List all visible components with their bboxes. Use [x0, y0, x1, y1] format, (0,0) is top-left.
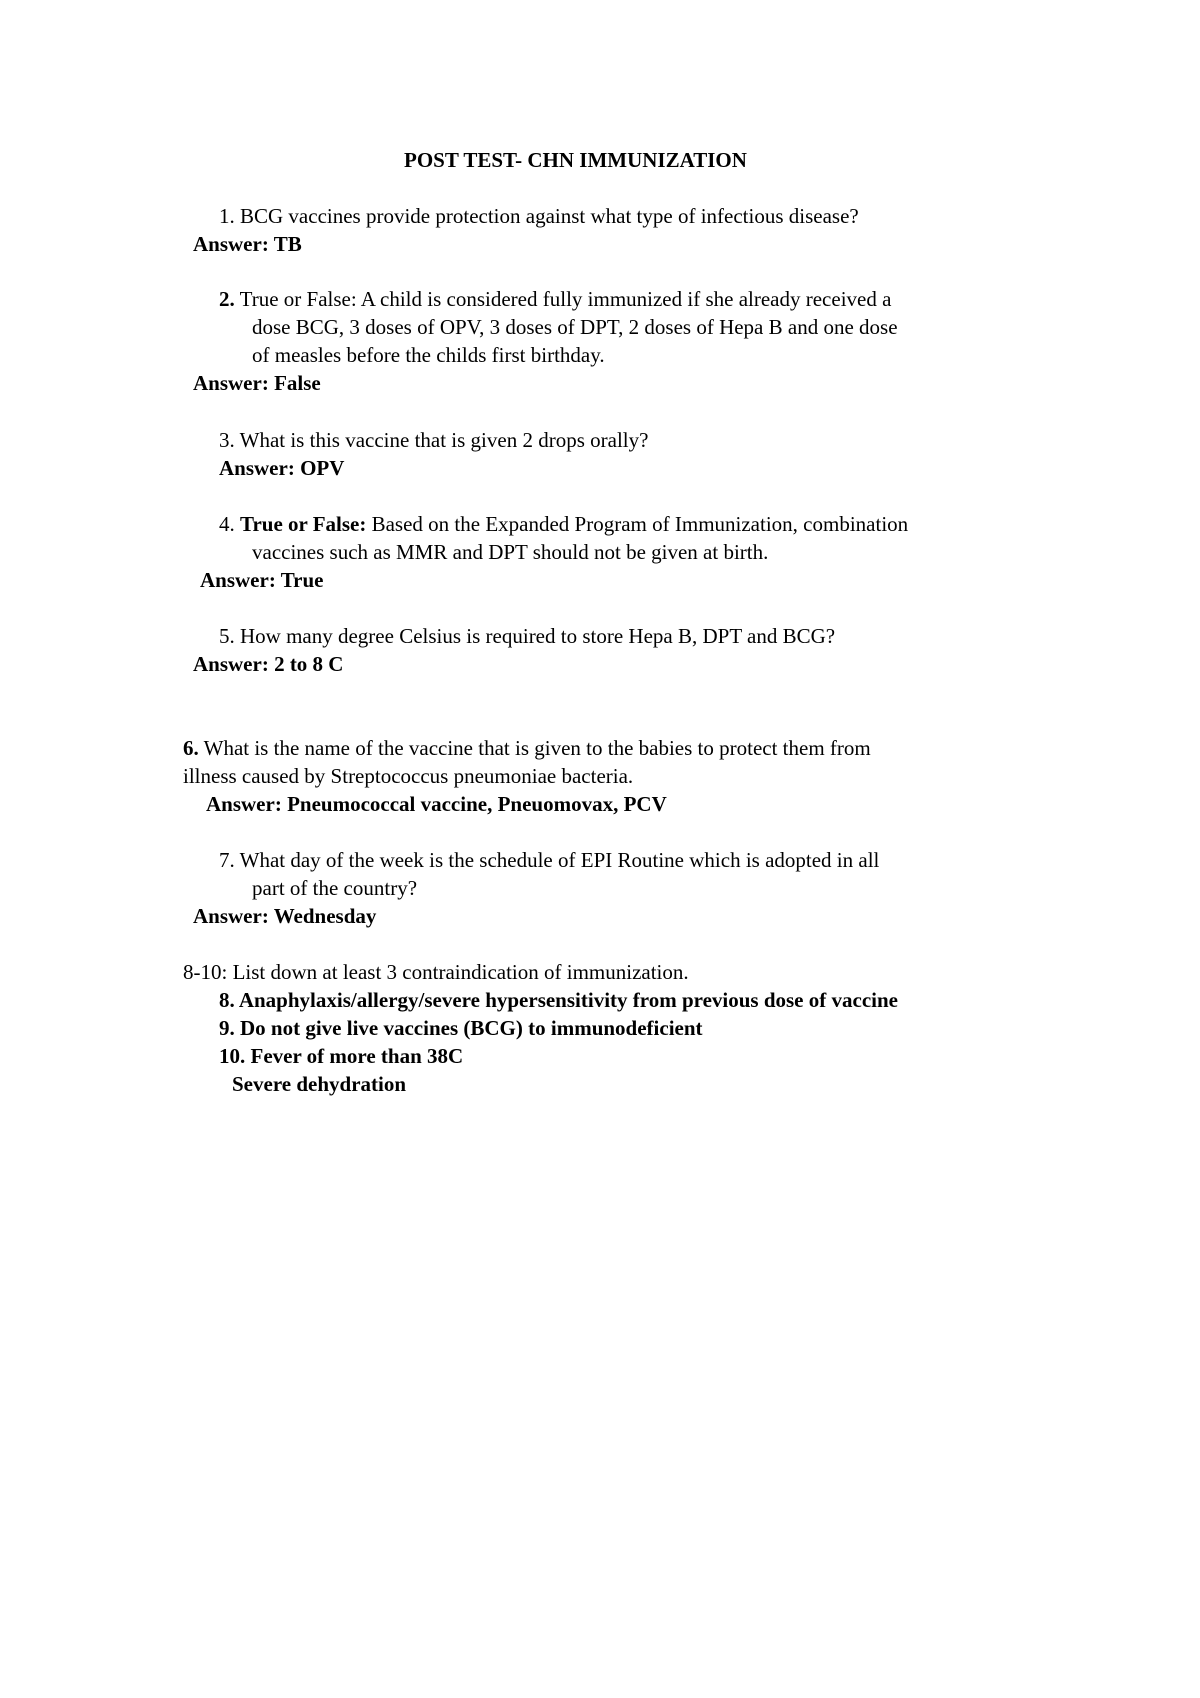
question-8-10-prompt: 8-10: List down at least 3 contraindication of immunization. [183, 960, 689, 984]
answer-3: Answer: OPV [219, 456, 345, 480]
question-4 [219, 510, 908, 538]
question-6 [183, 734, 871, 762]
answer-6: Answer: Pneumococcal vaccine, Pneuomovax, PCV [206, 792, 667, 816]
answer-4: Answer: True [200, 568, 324, 592]
answer-1: Answer: TB [193, 232, 302, 256]
question-6-number: 6. [183, 736, 199, 760]
question-7: 7. What day of the week is the schedule of EPI Routine which is adopted in all [219, 848, 880, 872]
answer-7: Answer: Wednesday [193, 904, 377, 928]
question-2 [219, 285, 891, 313]
question-4-label: True or False: [240, 512, 367, 536]
question-2-line1: True or False: A child is considered fully immunized if she already received a [234, 287, 892, 311]
answer-extra: Severe dehydration [232, 1072, 407, 1096]
question-4-line2: vaccines such as MMR and DPT should not be given at birth. [252, 540, 769, 564]
answer-2: Answer: False [193, 371, 321, 395]
question-1: 1. BCG vaccines provide protection against what type of infectious disease? [219, 204, 859, 228]
question-3: 3. What is this vaccine that is given 2 drops orally? [219, 428, 649, 452]
question-4-number: 4. [219, 512, 240, 536]
page-title: POST TEST- CHN IMMUNIZATION [404, 148, 747, 172]
question-2-number: 2. [219, 287, 235, 311]
answer-10: 10. Fever of more than 38C [219, 1044, 464, 1068]
question-5: 5. How many degree Celsius is required to store Hepa B, DPT and BCG? [219, 624, 836, 648]
question-6-line2: illness caused by Streptococcus pneumoniae bacteria. [183, 764, 634, 788]
answer-8: 8. Anaphylaxis/allergy/severe hypersensitivity from previous dose of vaccine [219, 988, 898, 1012]
question-4-line1: Based on the Expanded Program of Immunization, combination [366, 512, 909, 536]
question-6-line1: What is the name of the vaccine that is given to the babies to protect them from [198, 736, 871, 760]
question-2-line3: of measles before the childs first birthday. [252, 343, 605, 367]
answer-5: Answer: 2 to 8 C [193, 652, 344, 676]
answer-9: 9. Do not give live vaccines (BCG) to immunodeficient [219, 1016, 703, 1040]
question-2-line2: dose BCG, 3 doses of OPV, 3 doses of DPT, 2 doses of Hepa B and one dose [252, 315, 898, 339]
question-7-line2: part of the country? [252, 876, 418, 900]
